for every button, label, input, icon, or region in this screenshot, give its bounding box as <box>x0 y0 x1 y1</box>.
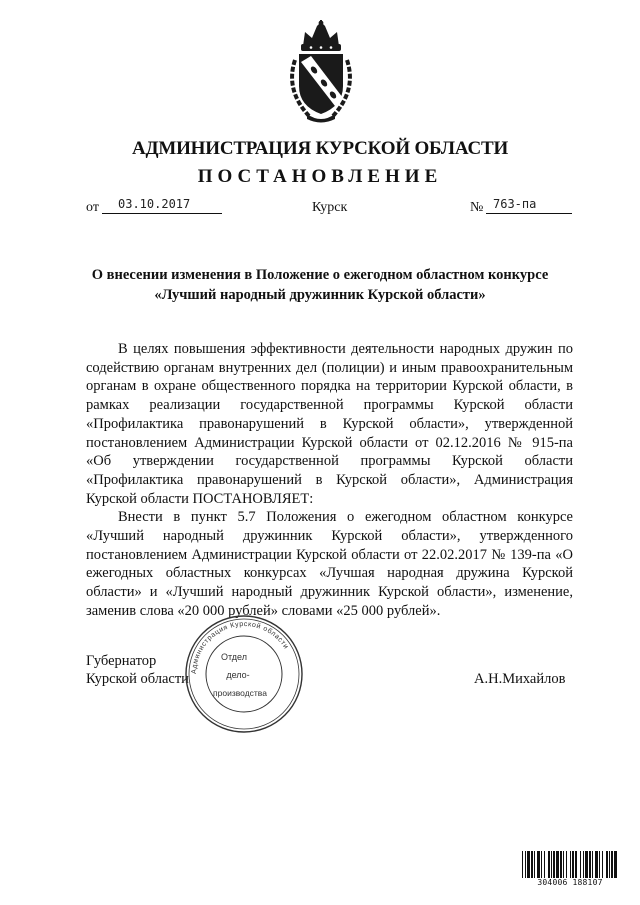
barcode-number: 304006 188107 <box>522 878 618 887</box>
barcode-bar <box>537 851 540 879</box>
barcode-bar <box>541 851 542 879</box>
barcode-bar <box>585 851 588 879</box>
coat-of-arms-emblem <box>281 20 361 124</box>
organization-title: АДМИНИСТРАЦИЯ КУРСКОЙ ОБЛАСТИ <box>131 138 509 159</box>
body-paragraph-2: Внести в пункт 5.7 Положения о ежегодном областном конкурсе «Лучший народный дружинник Курской области», утвержденного постановлением Администрации Курской области от 22.02.2017 № 139-па «О ежегодных областных конкурсах «Лучшая народная дружина Курской области» и «Лучший народный дружинник Курской области», изменение, заменив слова «20 000 рублей» словами «25 000 рублей». <box>86 509 573 619</box>
svg-text:Администрация Курской области <box>191 621 290 674</box>
city-name: Курск <box>312 200 348 215</box>
stamp-outer-text: Администрация Курской области <box>190 620 290 675</box>
stamp-inner-line-1: Отдел <box>220 652 248 662</box>
barcode-bar <box>602 851 603 879</box>
barcode-bar <box>609 851 610 879</box>
subject-line-2: «Лучший народный дружинник Курской области» <box>154 287 486 303</box>
barcode-bar <box>553 851 555 879</box>
barcode-bar <box>614 851 617 879</box>
body-paragraph-1: В целях повышения эффективности деятельности народных дружин по содействию органам внутренних дел (полиции) и иным правоохранительным органам в охране общественного порядка на территории Курской области, в рамках реализации государственной программы Курской области «Профилактика правонарушений в Курской области», утвержденной постановлением Администрации Курской области от 02.12.2016 № 915-па «Об утверждении государственной программы Курской области «Профилактика правонарушений в Курской области», Администрация Курской области ПОСТАНОВЛЯЕТ: <box>86 341 573 507</box>
document-number: 763-па <box>493 197 537 211</box>
signer-title-line-1: Губернатор <box>86 653 157 669</box>
barcode-bar <box>560 851 562 879</box>
barcode-bar <box>525 851 526 879</box>
barcode-bar <box>531 851 533 879</box>
barcode-bar <box>611 851 613 879</box>
barcode-bar <box>556 851 559 879</box>
barcode-bar <box>534 851 535 879</box>
document-type: ПОСТАНОВЛЕНИЕ <box>197 166 443 187</box>
subject-line-1: О внесении изменения в Положение о ежегодном областном конкурсе <box>91 267 549 283</box>
barcode-bar <box>570 851 571 879</box>
document-subject <box>60 265 580 305</box>
signer-title-line-2: Курской области <box>86 671 189 687</box>
barcode-bar <box>551 851 552 879</box>
stamp-inner-line-2: дело- <box>226 670 250 680</box>
signer-name: А.Н.Михайлов <box>474 671 566 687</box>
barcode-bar <box>595 851 598 879</box>
document-body <box>86 340 573 621</box>
barcode-bar <box>527 851 530 879</box>
official-stamp <box>182 612 306 736</box>
barcode-bar <box>522 851 523 879</box>
barcode-bar <box>563 851 564 879</box>
barcode-bar <box>589 851 591 879</box>
barcode-bar <box>583 851 584 879</box>
barcode-bar <box>599 851 600 879</box>
stamp-inner-line-3: производства <box>213 688 267 698</box>
barcode-bar <box>566 851 567 879</box>
barcode-bar <box>606 851 608 879</box>
barcode-bar <box>572 851 574 879</box>
date-prefix: от <box>86 200 99 215</box>
barcode-bar <box>580 851 581 879</box>
barcode-bar <box>548 851 550 879</box>
barcode-bar <box>575 851 577 879</box>
barcode-bar <box>544 851 545 879</box>
barcode-bar <box>592 851 593 879</box>
number-prefix: № <box>470 200 484 215</box>
document-date: 03.10.2017 <box>118 197 191 211</box>
